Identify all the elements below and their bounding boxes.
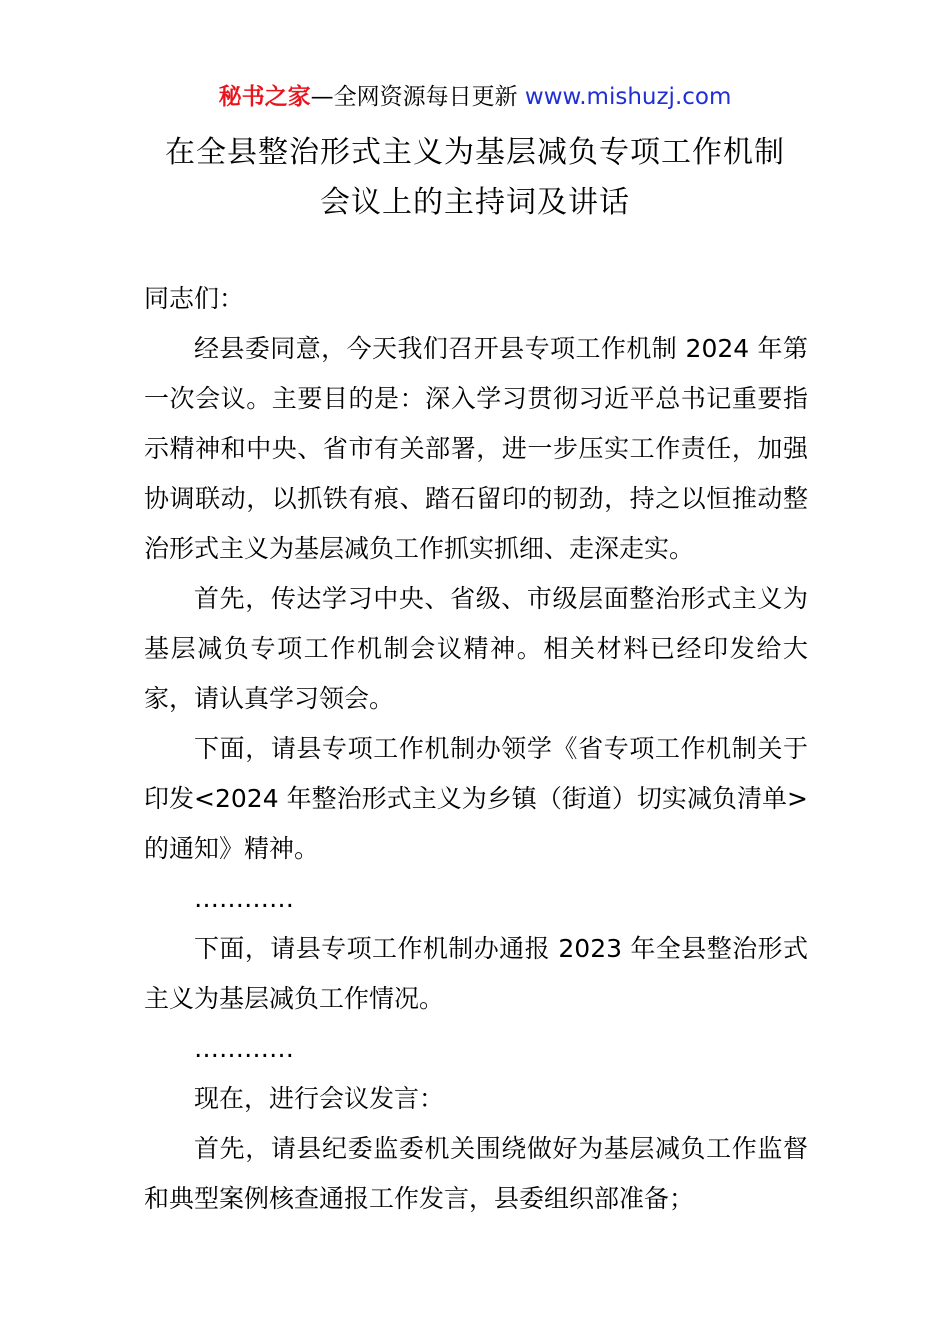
site-tagline: —全网资源每日更新 [310, 84, 525, 110]
salutation: 同志们： [144, 284, 245, 313]
ellipsis-1: ………… [194, 884, 294, 913]
paragraph-speeches-intro: 现在，进行会议发言： [194, 1084, 445, 1113]
title-line-2: 会议上的主持词及讲话 [320, 185, 630, 220]
paragraph-third-item: 下面，请县专项工作机制办通报 2023 年全县整治形式主义为基层减负工作情况。 [144, 934, 808, 1013]
site-url-link[interactable]: www.mishuzj.com [524, 84, 732, 110]
document-title [0, 128, 950, 228]
title-line-1: 在全县整治形式主义为基层减负专项工作机制 [165, 135, 785, 170]
paragraph-first-item: 首先，传达学习中央、省级、市级层面整治形式主义为基层减负专项工作机制会议精神。相关材料已经印发给大家，请认真学习领会。 [144, 584, 808, 713]
ellipsis-2: ………… [194, 1034, 294, 1063]
paragraph-first-speech: 首先，请县纪委监委机关围绕做好为基层减负工作监督和典型案例核查通报工作发言，县委组织部准备； [144, 1134, 808, 1213]
document-body [144, 274, 808, 1224]
brand-name: 秘书之家 [218, 84, 311, 110]
paragraph-second-item: 下面，请县专项工作机制办领学《省专项工作机制关于印发<2024 年整治形式主义为乡镇（街道）切实减负清单>的通知》精神。 [144, 734, 808, 863]
site-header [0, 82, 950, 112]
paragraph-opening: 经县委同意，今天我们召开县专项工作机制 2024 年第一次会议。主要目的是：深入学习贯彻习近平总书记重要指示精神和中央、省市有关部署，进一步压实工作责任，加强协调联动，以抓铁有痕、踏石留印的韧劲，持之以恒推动整治形式主义为基层减负工作抓实抓细、走深走实。 [144, 334, 808, 563]
